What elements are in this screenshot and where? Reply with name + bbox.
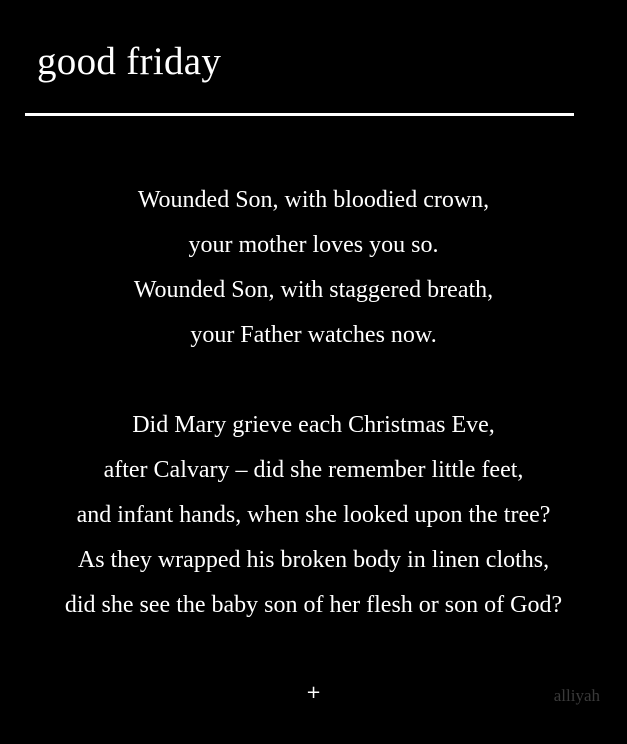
poem-line: your mother loves you so. bbox=[188, 232, 439, 258]
title-divider bbox=[25, 113, 574, 116]
poem-line: after Calvary – did she remember little feet, bbox=[103, 457, 524, 483]
poem-line: your Father watches now. bbox=[190, 322, 437, 348]
poem-line: and infant hands, when she looked upon the tree? bbox=[76, 502, 551, 528]
poem-line: Wounded Son, with bloodied crown, bbox=[137, 187, 490, 213]
cross-ornament: + bbox=[305, 682, 322, 703]
poem-title: good friday bbox=[37, 40, 222, 83]
stanza-1 bbox=[0, 178, 627, 358]
author-signature: alliyah bbox=[553, 686, 600, 705]
poem-line: Did Mary grieve each Christmas Eve, bbox=[132, 412, 495, 438]
poem-line: Wounded Son, with staggered breath, bbox=[133, 277, 494, 303]
stanza-2 bbox=[0, 403, 627, 628]
poem-line: As they wrapped his broken body in linen cloths, bbox=[77, 547, 550, 573]
poem-line: did she see the baby son of her flesh or son of God? bbox=[64, 592, 563, 618]
poem-body bbox=[0, 178, 627, 628]
